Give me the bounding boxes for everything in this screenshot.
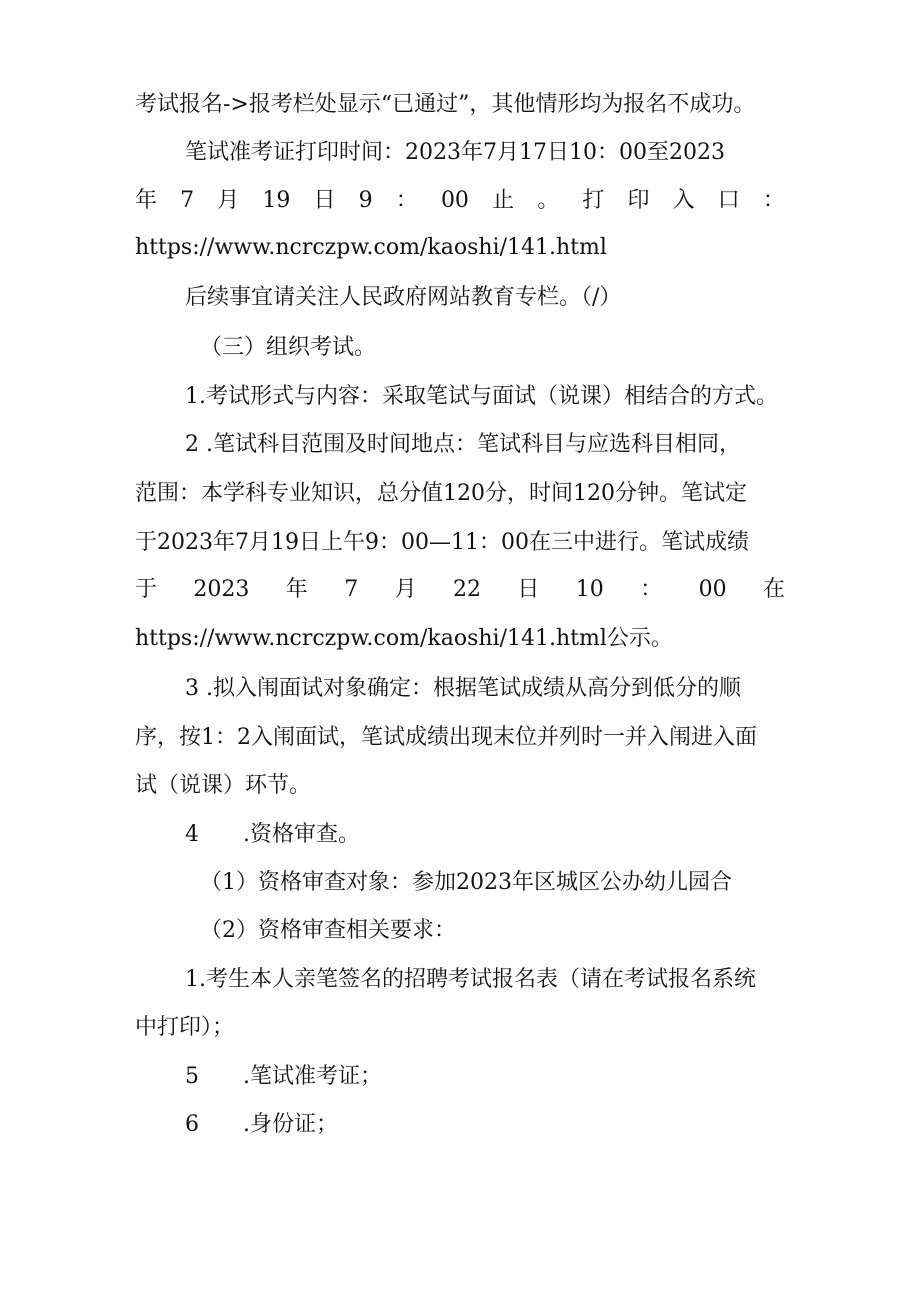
text-line-print-url: https://www.ncrczpw.com/kaoshi/141.html	[135, 235, 607, 260]
text-line-exam-date: 于2023年7月19日上午9：00—11：00在三中进行。笔试成绩	[135, 530, 749, 555]
text-line-review-targets: （1）资格审查对象：参加2023年区城区公办幼儿园合	[200, 870, 732, 895]
text-token: 印	[627, 188, 650, 213]
text-token: 日	[313, 188, 336, 213]
text-token: 22	[453, 577, 481, 602]
text-token: 00	[440, 188, 469, 213]
text-token: 口	[717, 188, 740, 213]
text-line-review-requirements: （2）资格审查相关要求：	[200, 918, 456, 943]
text-line-registration-status: 考试报名->报考栏处显示“已通过”，其他情形均为报名不成功。	[135, 92, 756, 117]
text-line-interview-ratio: 序，按1：2入闱面试，笔试成绩出现末位并列时一并入闱进入面	[135, 725, 757, 750]
text-token: 月	[394, 577, 417, 602]
text-token: ：	[762, 188, 785, 213]
text-token: 在	[762, 577, 785, 602]
text-token: 7	[180, 188, 195, 213]
text-token: 月	[217, 188, 240, 213]
text-token: 止	[492, 188, 515, 213]
text-line-follow-up: 后续事宜请关注人民政府网站教育专栏。（/）	[185, 285, 622, 310]
text-token: 9	[358, 188, 373, 213]
text-token: 打	[582, 188, 605, 213]
text-token: 。	[537, 188, 560, 213]
text-token: 10	[575, 577, 604, 602]
text-line-exam-subjects: 2 .笔试科目范围及时间地点：笔试科目与应选科目相同，	[185, 432, 741, 457]
text-line-admit-card-time-cont	[135, 184, 785, 218]
text-line-interview-stage: 试（说课）环节。	[135, 773, 312, 798]
text-token: 于	[135, 577, 158, 602]
text-token: ：	[395, 188, 418, 213]
text-line-admit-card-time: 笔试准考证打印时间：2023年7月17日10：00至2023	[185, 140, 725, 165]
text-line-score-url: https://www.ncrczpw.com/kaoshi/141.html公示。	[135, 626, 673, 651]
text-line-id-card: 6 .身份证；	[185, 1112, 338, 1137]
text-line-score-release	[135, 573, 785, 607]
text-token: 7	[344, 577, 359, 602]
section-heading-organize-exam: （三）组织考试。	[200, 335, 377, 360]
text-token: 年	[135, 188, 158, 213]
text-line-qualification-review: 4 .资格审查。	[185, 822, 360, 847]
text-line-print-note: 中打印）；	[135, 1015, 235, 1040]
text-line-interview-selection: 3 .拟入闱面试对象确定：根据笔试成绩从高分到低分的顺	[185, 676, 741, 701]
text-line-signed-form: 1.考生本人亲笔签名的招聘考试报名表（请在考试报名系统	[185, 967, 756, 992]
text-line-admit-card: 5 .笔试准考证；	[185, 1064, 382, 1089]
text-token: 00	[698, 577, 727, 602]
text-token: 入	[672, 188, 695, 213]
text-token: 19	[262, 188, 291, 213]
text-token: ：	[640, 577, 663, 602]
text-line-exam-format: 1.考试形式与内容：采取笔试与面试（说课）相结合的方式。	[185, 384, 778, 409]
text-token: 年	[285, 577, 308, 602]
text-token: 2023	[193, 577, 250, 602]
text-line-exam-scope: 范围：本学科专业知识，总分值120分，时间120分钟。笔试定	[135, 481, 747, 506]
text-token: 日	[517, 577, 540, 602]
